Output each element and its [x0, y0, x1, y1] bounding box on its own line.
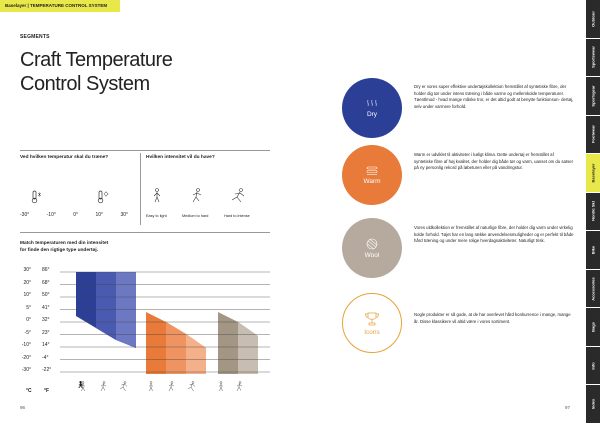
fahrenheit-unit: °F	[44, 388, 50, 394]
page-title	[20, 48, 200, 96]
sidebar-tab-label: Accessories	[590, 276, 596, 301]
warm-circle	[342, 145, 402, 205]
fahrenheit-tick: 41°	[42, 304, 50, 311]
fahrenheit-tick: 86°	[42, 267, 50, 273]
sidebar	[586, 0, 600, 424]
fahrenheit-tick: 68°	[42, 279, 50, 286]
sidebar-tab-accessories[interactable]	[586, 270, 600, 308]
celsius-tick: -5°	[24, 329, 31, 336]
trophy-icon	[364, 311, 380, 327]
fahrenheit-tick: -4°	[42, 354, 49, 361]
divider	[20, 232, 270, 233]
sidebar-tab-label: Footwear	[590, 125, 596, 144]
sidebar-tab-label: Outdoor	[590, 10, 596, 27]
header-tab: Baselayer | TEMPERATURE CONTROL SYSTEM	[0, 0, 120, 12]
cold-thermometer-icon	[28, 190, 42, 209]
fahrenheit-tick: 14°	[42, 342, 50, 348]
sidebar-tab-nordic-ski[interactable]	[586, 193, 600, 231]
temperature-scale	[20, 212, 128, 218]
fahrenheit-tick: 50°	[42, 292, 50, 298]
running-person-icon	[190, 188, 204, 209]
sprinting-person-icon	[230, 188, 246, 209]
celsius-tick: 5°	[26, 304, 31, 311]
warm-description: Warm er udviklet til aktiviteter i køligt klima. Dette undertøj er fremstillet af syntetiske fibre af høj kvalitet, der holder dig både tør og varm, uanset om du satser på ny personlig rekord på løbeturen eller på vandringstur.	[414, 152, 574, 171]
icons-circle	[342, 293, 402, 353]
sidebar-tab-label: Nordic Ski	[590, 201, 596, 222]
wool-label: Wool	[364, 251, 380, 259]
section-label: SEGMENTS	[20, 34, 50, 40]
wool-circle	[342, 218, 402, 278]
sidebar-tab-label: Sportswear	[590, 46, 596, 69]
sidebar-tab-info[interactable]	[586, 347, 600, 385]
icons-label: Icons	[364, 328, 380, 336]
title-line-1: Craft Temperature	[20, 49, 173, 71]
page-number-right: 97	[565, 405, 571, 410]
temp-label: -10°	[46, 212, 56, 218]
dry-label: Dry	[366, 110, 378, 118]
question-intensity: Hvilken intensitet vil du have?	[146, 155, 215, 160]
celsius-tick: -20°	[21, 354, 31, 361]
temp-label: 30°	[120, 212, 128, 218]
celsius-unit: °C	[26, 388, 32, 394]
sidebar-tab-bike[interactable]	[586, 231, 600, 269]
match-text-line-2: for finde den rigtige type undertøj.	[20, 248, 99, 253]
sidebar-tab-label: Baselayer	[590, 163, 596, 183]
celsius-tick: -30°	[21, 367, 31, 373]
walking-person-icon	[151, 188, 163, 209]
temp-label: 10°	[95, 212, 104, 218]
intensity-label-easy: Easy to light	[146, 214, 167, 218]
temp-label: 0°	[73, 212, 79, 218]
question-temperature: Ved hvilken temperatur skal du træne?	[20, 155, 109, 160]
warm-thermometer-icon	[95, 190, 109, 209]
match-text-line-1: Match temperaturen med din intensitet	[20, 241, 109, 246]
warm-zone	[146, 312, 206, 374]
intensity-label-hard: Hard to intense	[224, 214, 250, 218]
sidebar-tab-label: Sportsgear	[590, 85, 596, 107]
celsius-tick: 0°	[26, 317, 31, 323]
sidebar-tab-footwear[interactable]	[586, 116, 600, 154]
dry-zone	[76, 272, 136, 348]
intensity-label-medium: Medium to hard	[182, 214, 209, 218]
sidebar-tab-label: Bags	[590, 322, 596, 333]
chart-bottom-icons	[76, 381, 256, 393]
sidebar-tab-outdoor[interactable]	[586, 0, 600, 38]
sidebar-tab-sportswear[interactable]	[586, 39, 600, 77]
celsius-tick: 30°	[23, 267, 31, 273]
celsius-tick: 10°	[23, 292, 31, 298]
fahrenheit-tick: 23°	[42, 329, 50, 336]
heat-waves-icon	[365, 99, 379, 109]
walking-person-icon: 🚶︎	[76, 382, 85, 389]
wool-ball-icon	[365, 238, 379, 250]
title-line-2: Control System	[20, 73, 150, 95]
sidebar-tab-bags[interactable]	[586, 308, 600, 346]
warm-layers-icon	[365, 166, 379, 176]
warm-label: Warm	[363, 177, 381, 185]
sidebar-tab-index[interactable]	[586, 385, 600, 423]
sidebar-tab-sportsgear[interactable]	[586, 77, 600, 115]
fahrenheit-tick: -22°	[42, 367, 52, 373]
wool-zone	[218, 312, 258, 374]
divider-vertical	[140, 153, 141, 225]
sidebar-tab-baselayer[interactable]	[586, 154, 600, 192]
sidebar-tab-label: Bike	[590, 245, 596, 255]
match-instructions	[20, 240, 108, 254]
sidebar-tab-label: Info	[590, 362, 596, 370]
dry-description: Dry er vores super effektive undertøjskollektion fremstillet af syntetiske fibre, der holder dig tør under intens træning i både varme og mellemkolde temperaturer. Tøentlmod - hvad mange måske tror, er det altid godt at benytte funktionsun- dertøj, selv under varmere forhold.	[414, 84, 574, 109]
icons-description: Nogle produkter er så gode, at de har overlevet hård konkurrence i mange, mange år. Disse klassikere vil altid være i vores sortiment.	[414, 312, 571, 324]
wool-description: Vores uldkollektion er fremstillet af naturlige fibre, der holder dig varm under virkelig kolde forhold. Tøjet har en lang række anvendelsesmuligheder og er perfekt til både hård træning og under mere rolige hverdagsaktiviteter. Naturligt trisk.	[414, 225, 574, 244]
sidebar-tab-label: Index	[590, 398, 596, 410]
page-number-left: 96	[20, 405, 26, 410]
fahrenheit-tick: 32°	[42, 317, 50, 323]
temp-label: -30°	[20, 212, 30, 218]
celsius-tick: 20°	[23, 279, 31, 286]
celsius-tick: -10°	[21, 342, 31, 348]
dry-circle	[342, 78, 402, 138]
divider	[20, 150, 270, 151]
